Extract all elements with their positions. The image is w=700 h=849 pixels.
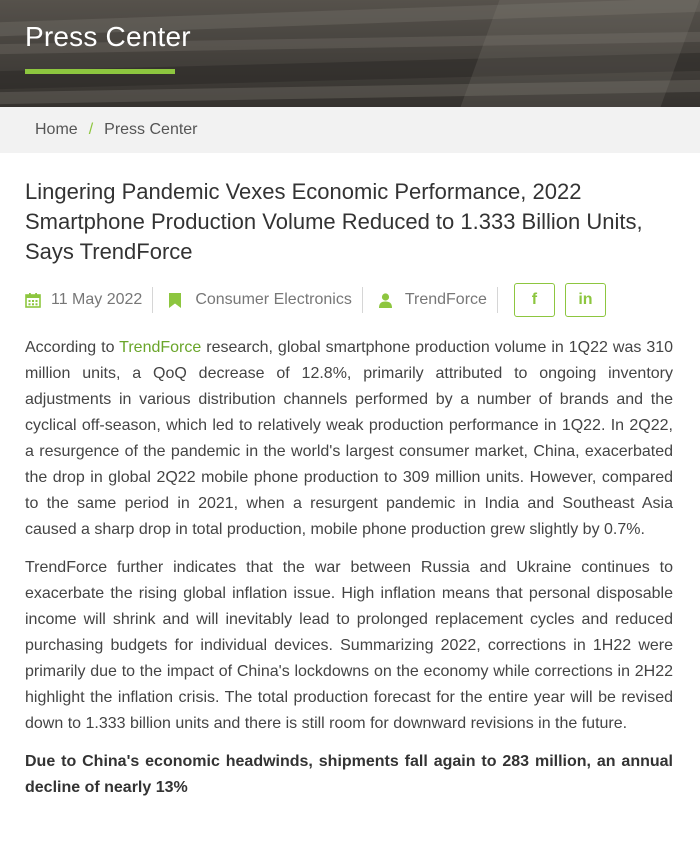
article-meta [25, 283, 673, 317]
article-subheading: Due to China's economic headwinds, shipments fall again to 283 million, an annual decline of nearly 13% [25, 753, 673, 796]
title-underline [25, 69, 175, 74]
hero-overlay [0, 0, 700, 107]
article-body [25, 335, 673, 801]
calendar-icon [25, 292, 41, 308]
page-title: Press Center [25, 21, 191, 52]
facebook-share-button[interactable] [514, 283, 555, 317]
linkedin-share-button[interactable] [565, 283, 606, 317]
meta-category [167, 288, 362, 312]
breadcrumb-separator: / [88, 121, 94, 138]
breadcrumb [0, 107, 700, 153]
article-paragraph: According to TrendForce research, global smartphone production volume in 1Q22 was 310 million units, a QoQ decrease of 12.8%, primarily attributed to ongoing inventory adjustments in various distribution channels performed by a number of brands and the cyclical off-season, which led to relatively weak production performance in 1Q22. In 2Q22, a resurgence of the pandemic in the world's largest consumer market, China, exacerbated the drop in global 2Q22 mobile phone production to 309 million units. However, compared to the same period in 2021, when a resurgent pandemic in India and Southeast Asia caused a sharp drop in total production, mobile phone production grew slightly by 0.7%. [25, 339, 674, 538]
trendforce-link[interactable]: TrendForce [119, 339, 202, 356]
meta-author [377, 288, 497, 312]
meta-date [25, 288, 152, 312]
article-date: 11 May 2022 [51, 291, 143, 308]
linkedin-icon: in [578, 291, 593, 308]
user-icon [379, 293, 392, 308]
hero-banner [0, 0, 700, 107]
article-paragraph: TrendForce further indicates that the war between Russia and Ukraine continues to exacerbate the rising global inflation issue. High inflation means that personal disposable income will shrink and will inevitably lead to prolonged replacement cycles and reduced purchasing budgets for individual devices. Summarizing 2022, corrections in 1H22 were primarily due to the impact of China's lockdowns on the economy while corrections in 2H22 highlight the inflation crisis. The total production forecast for the entire year will be revised down to 1.333 billion units and there is still room for downward revisions in the future. [25, 559, 673, 732]
article-category-link[interactable]: Consumer Electronics [195, 291, 352, 308]
article-author-link[interactable]: TrendForce [404, 291, 487, 308]
article [0, 153, 700, 801]
meta-divider [362, 287, 363, 313]
facebook-icon: f [531, 291, 538, 308]
meta-divider [152, 287, 153, 313]
breadcrumb-home-link[interactable]: Home [35, 121, 78, 138]
meta-divider [497, 287, 498, 313]
article-title: Lingering Pandemic Vexes Economic Performance, 2022 Smartphone Production Volume Reduced to 1.333 Billion Units, Says TrendForce [25, 179, 643, 264]
breadcrumb-current: Press Center [104, 121, 198, 138]
bookmark-icon [169, 293, 181, 308]
